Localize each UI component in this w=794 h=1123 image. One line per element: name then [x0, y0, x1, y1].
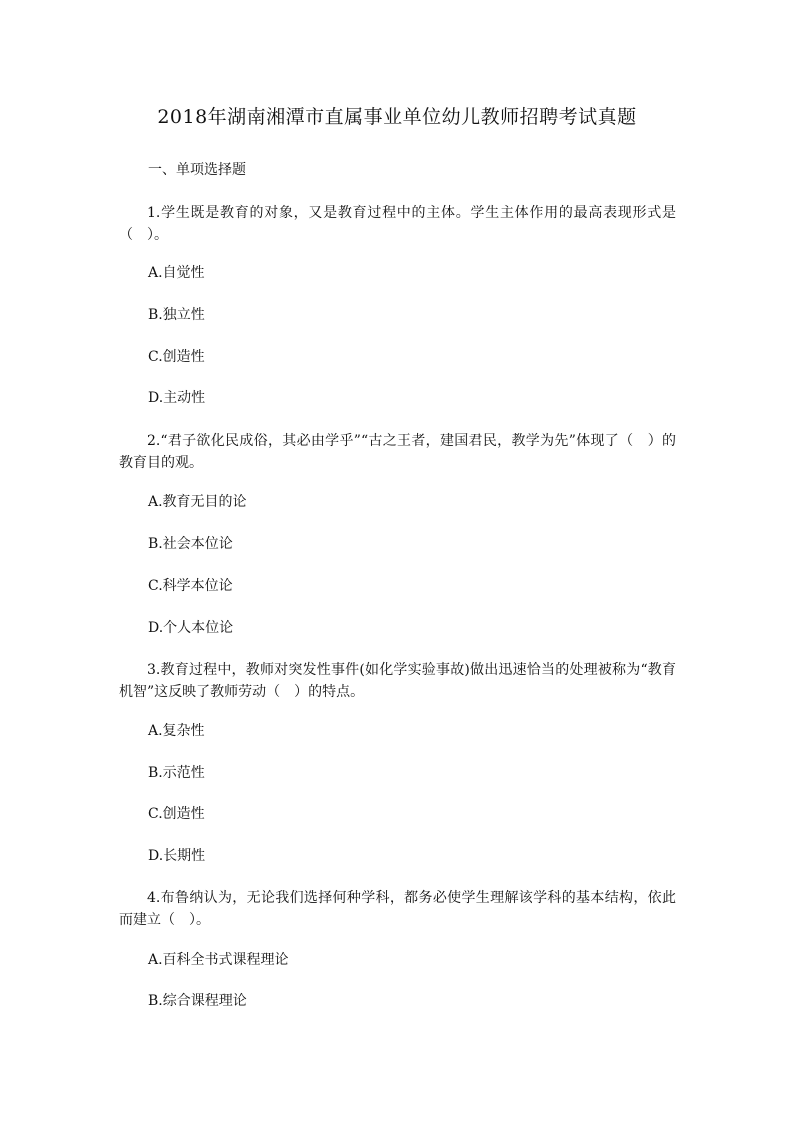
- question-1-option-b: B.独立性: [148, 307, 205, 323]
- question-1-option-c: C.创造性: [148, 349, 205, 365]
- question-3-option-b: B.示范性: [148, 765, 205, 781]
- question-2-option-d: D.个人本位论: [148, 620, 234, 636]
- question-1-text: 1.学生既是教育的对象，又是教育过程中的主体。学生主体作用的最高表现形式是（ ）。: [119, 205, 676, 243]
- question-2-option-b: B.社会本位论: [148, 536, 233, 552]
- question-1-option-a: A.自觉性: [148, 265, 205, 281]
- question-3-option-d: D.长期性: [148, 848, 206, 864]
- question-3-text: 3.教育过程中，教师对突发性事件(如化学实验事故)做出迅速恰当的处理被称为“教育机智”这反映了教师劳动（ ）的特点。: [119, 662, 676, 700]
- question-3-option-a: A.复杂性: [148, 723, 205, 739]
- question-4-text: 4.布鲁纳认为，无论我们选择何种学科，都务必使学生理解该学科的基本结构，依此而建立（ ）。: [119, 890, 676, 928]
- question-4-option-b: B.综合课程理论: [148, 993, 247, 1009]
- question-3-option-c: C.创造性: [148, 806, 205, 822]
- question-2-option-c: C.科学本位论: [148, 578, 233, 594]
- question-1-option-d: D.主动性: [148, 390, 206, 406]
- question-2-option-a: A.教育无目的论: [148, 494, 247, 510]
- document-title: 2018年湖南湘潭市直属事业单位幼儿教师招聘考试真题: [157, 106, 637, 128]
- question-4-option-a: A.百科全书式课程理论: [148, 952, 289, 968]
- question-2-text: 2.“君子欲化民成俗，其必由学乎”“古之王者，建国君民，教学为先”体现了（ ）的教育目的观。: [119, 433, 676, 471]
- section-heading: 一、单项选择题: [148, 162, 246, 178]
